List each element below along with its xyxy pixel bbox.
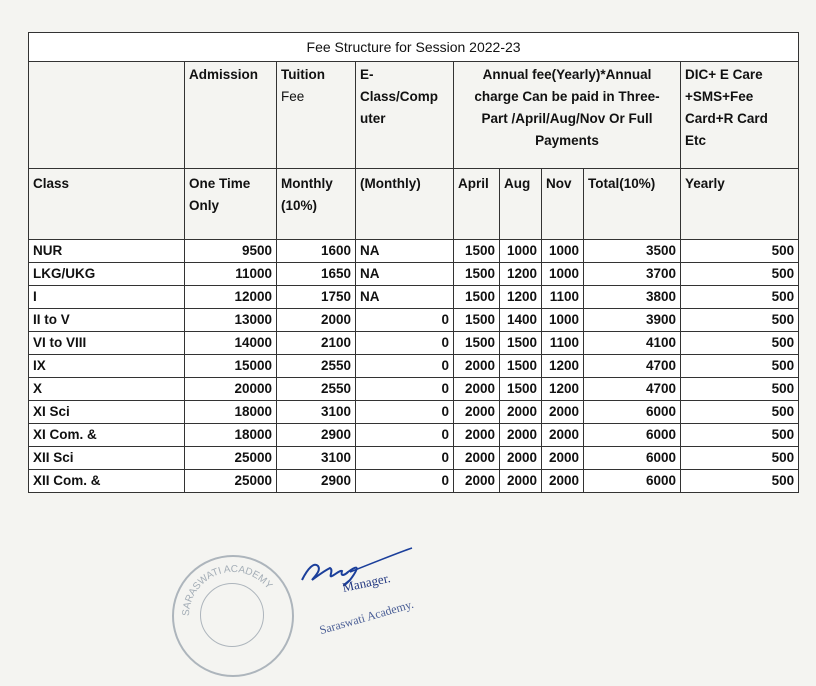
- cell-admission: 18000: [185, 401, 277, 424]
- cell-april: 1500: [454, 309, 500, 332]
- table-row: [29, 263, 799, 286]
- table-row: [29, 447, 799, 470]
- cell-tuition: 2550: [277, 355, 356, 378]
- cell-aug: 1500: [500, 378, 542, 401]
- cell-aug: 1200: [500, 263, 542, 286]
- cell-tuition: 1650: [277, 263, 356, 286]
- fee-structure-document: [28, 32, 800, 493]
- cell-tuition: 3100: [277, 447, 356, 470]
- cell-admission: 15000: [185, 355, 277, 378]
- cell-admission: 20000: [185, 378, 277, 401]
- cell-total: 3800: [584, 286, 681, 309]
- cell-class: II to V: [29, 309, 185, 332]
- cell-total: 4700: [584, 378, 681, 401]
- svg-text:SARASWATI ACADEMY: SARASWATI ACADEMY: [180, 563, 275, 617]
- stamp-inner-ring: [200, 583, 264, 647]
- cell-admission: 25000: [185, 447, 277, 470]
- cell-april: 1500: [454, 240, 500, 263]
- header-annual-fee: Annual fee(Yearly)*Annual charge Can be paid in Three- Part /April/Aug/Nov Or Full Payments: [454, 62, 681, 169]
- subheader-monthly-eclass: (Monthly): [356, 169, 454, 240]
- cell-april: 2000: [454, 355, 500, 378]
- cell-nov: 1000: [542, 240, 584, 263]
- cell-aug: 1500: [500, 332, 542, 355]
- subheader-aug: Aug: [500, 169, 542, 240]
- cell-admission: 9500: [185, 240, 277, 263]
- cell-eclass: NA: [356, 263, 454, 286]
- subheader-class: Class: [29, 169, 185, 240]
- cell-eclass: 0: [356, 378, 454, 401]
- cell-nov: 1200: [542, 378, 584, 401]
- manager-signature-text: Manager.: [340, 570, 392, 595]
- cell-dic: 500: [681, 470, 799, 493]
- cell-total: 4100: [584, 332, 681, 355]
- cell-dic: 500: [681, 263, 799, 286]
- academy-signature-text: Saraswati Academy.: [317, 596, 416, 638]
- cell-eclass: NA: [356, 240, 454, 263]
- cell-april: 2000: [454, 447, 500, 470]
- cell-nov: 1000: [542, 263, 584, 286]
- cell-dic: 500: [681, 240, 799, 263]
- cell-aug: 2000: [500, 424, 542, 447]
- cell-april: 2000: [454, 470, 500, 493]
- cell-april: 2000: [454, 401, 500, 424]
- table-row: [29, 424, 799, 447]
- cell-class: NUR: [29, 240, 185, 263]
- header-tuition: Tuition Fee: [277, 62, 356, 169]
- cell-total: 6000: [584, 447, 681, 470]
- cell-aug: 1400: [500, 309, 542, 332]
- cell-dic: 500: [681, 286, 799, 309]
- cell-aug: 2000: [500, 470, 542, 493]
- cell-eclass: 0: [356, 355, 454, 378]
- cell-nov: 1000: [542, 309, 584, 332]
- cell-tuition: 2100: [277, 332, 356, 355]
- cell-admission: 12000: [185, 286, 277, 309]
- cell-april: 1500: [454, 263, 500, 286]
- cell-eclass: 0: [356, 470, 454, 493]
- table-row: [29, 286, 799, 309]
- cell-total: 4700: [584, 355, 681, 378]
- cell-tuition: 3100: [277, 401, 356, 424]
- table-row: [29, 378, 799, 401]
- cell-eclass: 0: [356, 332, 454, 355]
- cell-dic: 500: [681, 401, 799, 424]
- cell-class: VI to VIII: [29, 332, 185, 355]
- cell-nov: 1100: [542, 286, 584, 309]
- cell-april: 1500: [454, 286, 500, 309]
- academy-stamp: [172, 555, 294, 677]
- cell-eclass: 0: [356, 309, 454, 332]
- cell-nov: 2000: [542, 470, 584, 493]
- cell-class: IX: [29, 355, 185, 378]
- table-row: [29, 240, 799, 263]
- subheader-monthly: Monthly (10%): [277, 169, 356, 240]
- cell-nov: 2000: [542, 447, 584, 470]
- table-row: [29, 470, 799, 493]
- cell-admission: 25000: [185, 470, 277, 493]
- cell-tuition: 2000: [277, 309, 356, 332]
- cell-dic: 500: [681, 378, 799, 401]
- cell-nov: 1100: [542, 332, 584, 355]
- cell-aug: 2000: [500, 401, 542, 424]
- cell-total: 6000: [584, 470, 681, 493]
- cell-class: XII Com. &: [29, 470, 185, 493]
- cell-dic: 500: [681, 447, 799, 470]
- cell-dic: 500: [681, 424, 799, 447]
- cell-tuition: 1600: [277, 240, 356, 263]
- cell-april: 1500: [454, 332, 500, 355]
- cell-dic: 500: [681, 309, 799, 332]
- cell-tuition: 1750: [277, 286, 356, 309]
- cell-tuition: 2550: [277, 378, 356, 401]
- header-eclass: E- Class/Comp uter: [356, 62, 454, 169]
- fee-table: [28, 32, 799, 493]
- cell-total: 3700: [584, 263, 681, 286]
- subheader-one-time: One Time Only: [185, 169, 277, 240]
- cell-aug: 1000: [500, 240, 542, 263]
- table-row: [29, 355, 799, 378]
- subheader-yearly: Yearly: [681, 169, 799, 240]
- cell-aug: 1200: [500, 286, 542, 309]
- cell-nov: 1200: [542, 355, 584, 378]
- cell-class: XII Sci: [29, 447, 185, 470]
- cell-class: I: [29, 286, 185, 309]
- cell-total: 3500: [584, 240, 681, 263]
- cell-class: XI Sci: [29, 401, 185, 424]
- subheader-total: Total(10%): [584, 169, 681, 240]
- cell-total: 3900: [584, 309, 681, 332]
- cell-tuition: 2900: [277, 470, 356, 493]
- cell-nov: 2000: [542, 424, 584, 447]
- cell-eclass: 0: [356, 424, 454, 447]
- table-row: [29, 309, 799, 332]
- table-title: Fee Structure for Session 2022-23: [29, 33, 799, 62]
- cell-april: 2000: [454, 424, 500, 447]
- cell-class: XI Com. &: [29, 424, 185, 447]
- cell-dic: 500: [681, 355, 799, 378]
- cell-admission: 11000: [185, 263, 277, 286]
- header-dic: DIC+ E Care +SMS+Fee Card+R Card Etc: [681, 62, 799, 169]
- header-blank: [29, 62, 185, 169]
- table-row: [29, 401, 799, 424]
- subheader-nov: Nov: [542, 169, 584, 240]
- cell-class: X: [29, 378, 185, 401]
- cell-aug: 2000: [500, 447, 542, 470]
- cell-admission: 13000: [185, 309, 277, 332]
- cell-eclass: 0: [356, 401, 454, 424]
- cell-tuition: 2900: [277, 424, 356, 447]
- cell-total: 6000: [584, 401, 681, 424]
- subheader-april: April: [454, 169, 500, 240]
- cell-admission: 18000: [185, 424, 277, 447]
- cell-nov: 2000: [542, 401, 584, 424]
- cell-eclass: 0: [356, 447, 454, 470]
- cell-admission: 14000: [185, 332, 277, 355]
- cell-eclass: NA: [356, 286, 454, 309]
- cell-total: 6000: [584, 424, 681, 447]
- cell-april: 2000: [454, 378, 500, 401]
- cell-class: LKG/UKG: [29, 263, 185, 286]
- handwritten-signature: [290, 540, 460, 650]
- cell-aug: 1500: [500, 355, 542, 378]
- header-admission: Admission: [185, 62, 277, 169]
- cell-dic: 500: [681, 332, 799, 355]
- table-row: [29, 332, 799, 355]
